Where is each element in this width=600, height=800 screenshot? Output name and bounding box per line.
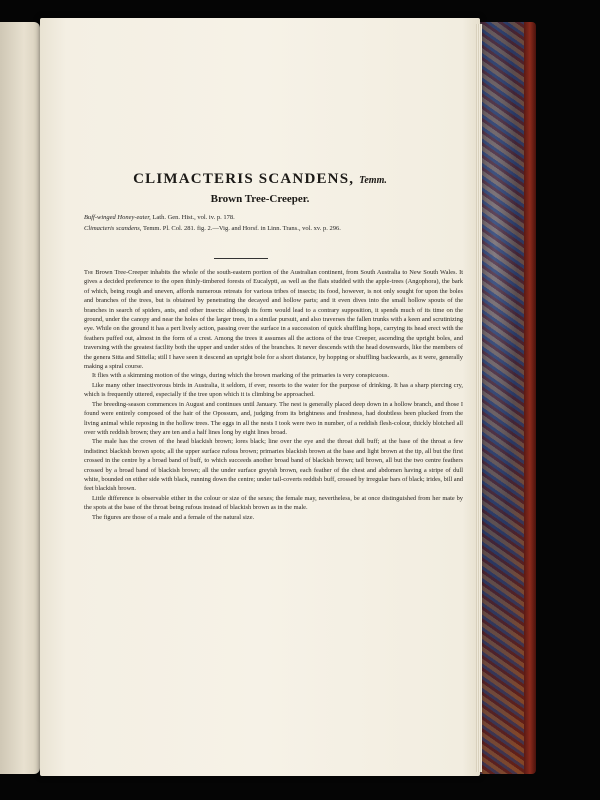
paragraph: The figures are those of a male and a female of the natural size.	[92, 513, 255, 521]
synonym-reference: Temm. Pl. Col. 281. fig. 2.—Vig. and Horsf. in Linn. Trans., vol. xv. p. 296.	[142, 225, 341, 232]
species-name: CLIMACTERIS SCANDENS,	[133, 171, 355, 187]
paragraph	[84, 268, 463, 371]
paragraph: Like many other insectivorous birds in Australia, it seldom, if ever, resorts to the water for the purpose of drinking. It has a sharp piercing cry, which is frequently uttered, especially if the tree upon which it is climbing be approached.	[84, 381, 463, 399]
synonym-reference: Lath. Gen. Hist., vol. iv. p. 178.	[152, 214, 235, 221]
facing-page-edge	[0, 22, 40, 774]
body-text	[84, 268, 463, 522]
paragraph: The male has the crown of the head blackish brown; lores black; line over the eye and the throat dull buff; at the base of the throat a few indistinct blackish brown spots; all the upper surface rufous brown; primaries blackish brown at the base and light brown at the tip, all but the first crossed in the centre by a broad band of buff, to which succeeds another broad band of blackish brown; tail brown, all but the two centre feathers crossed by a broad band of blackish brown; all the under surface greyish brown, each feather of the chest and abdomen having a stripe of dull white, bounded on either side with black, running down the centre; under tail-coverts reddish buff, crossed by irregular bars of black; irides, bill and feet blackish brown.	[84, 438, 463, 493]
leather-spine-edge	[524, 22, 536, 774]
synonym-line	[84, 214, 464, 221]
paragraph: The breeding-season commences in August and continues until January. The nest is generally placed deep down in a hollow branch, and those I found were entirely composed of the hair of the Opossum, and, judging from its brightness and freshness, had doubtless been plucked from the living animal while reposing in the hollow trees. The eggs in all the nests I took were two in number, of a reddish flesh-colour, thickly blotched all over with reddish brown; they are ten and a half lines long by eight lines broad.	[84, 400, 463, 436]
paragraph-text: Brown Tree-Creeper inhabits the whole of the south-eastern portion of the Australian continent, from South Australia to New South Wales. It gives a decided preference to the open thinly-timbered forests of Eucalypti, as well as the flats studded with the apple-trees (Angophora), the bark of which, being rough and uneven, affords numerous retreats for various tribes of insects; its food, however, is not only sought for upon the boles and branches of the trees, but is obtained by penetrating the decayed and hollow parts; and it even dives into the small hollow spouts of the branches in search of spiders, ants, and other insects: although its form would lead to a contrary supposition, it spends much of its time on the ground, under the canopy and near the holes of the larger trees, in a similar pursuit, and also traverses the fallen trunks with a keen and scrutinizing eye. While on the ground it has a pert lively action, passing over the surface in a succession of quick shuffling hops, carrying its head erect with the feathers puffed out, almost in the form of a crest. Among the trees it assumes all the actions of the true Creeper, ascending the upright boles, and traversing with the greatest facility both the upper and under sides of the branches. It never descends with the head downwards, like the members of the genera Sitta and Sittella; still I have seen it descend an upright bole for a short distance, by hopping or shuffling backwards, as it were, generally making a spiral course.	[84, 269, 463, 371]
synonym-name: Buff-winged Honey-eater,	[84, 214, 151, 221]
section-divider	[214, 258, 268, 259]
page-edges	[476, 24, 482, 772]
synonym-name: Climacteris scandens,	[84, 225, 142, 232]
common-name: Brown Tree-Creeper.	[210, 193, 310, 205]
species-authority: Temm.	[359, 175, 387, 186]
paragraph: Little difference is observable either in the colour or size of the sexes; the female may, nevertheless, be at once distinguished from her mate by the spots at the base of the throat being rufous instead of blackish brown as in the male.	[84, 494, 463, 512]
species-title	[40, 171, 480, 188]
lead-word: The	[84, 269, 94, 276]
synonym-line	[84, 225, 464, 232]
paragraph: It flies with a skimming motion of the wings, during which the brown marking of the primaries is very conspicuous.	[92, 372, 389, 380]
